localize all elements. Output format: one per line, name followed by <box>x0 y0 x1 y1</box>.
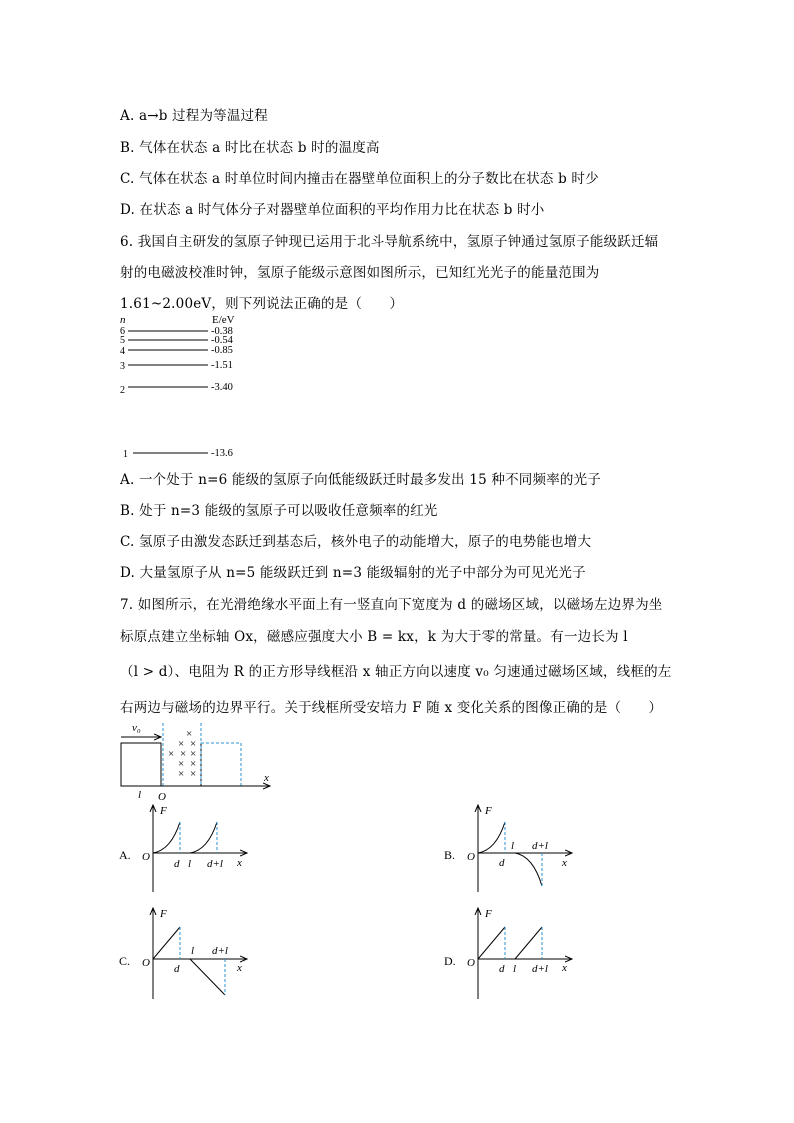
svg-text:d+l: d+l <box>532 840 548 852</box>
origin-label: O <box>158 791 166 802</box>
svg-text:l: l <box>511 840 515 852</box>
svg-text:×: × <box>190 738 197 750</box>
svg-text:x: x <box>237 962 242 974</box>
svg-text:×: × <box>180 748 187 760</box>
svg-text:×: × <box>178 768 185 780</box>
svg-text:2: 2 <box>120 385 125 396</box>
level-3 <box>120 360 233 372</box>
graph-d <box>440 903 590 1003</box>
q7-stem-line1: 7. 如图所示，在光滑绝缘水平面上有一竖直向下宽度为 d 的磁场区域，以磁场左边界为坐 <box>120 597 663 613</box>
q6-option-a: A. 一个处于 n=6 能级的氢原子向低能级跃迁时最多发出 15 种不同频率的光子 <box>120 472 601 488</box>
svg-text:O: O <box>142 851 150 863</box>
q5-option-c: C. 气体在状态 a 时单位时间内撞击在器壁单位面积上的分子数比在状态 b 时少 <box>120 171 599 187</box>
svg-text:×: × <box>186 728 193 740</box>
n-header: n <box>120 314 126 326</box>
svg-text:F: F <box>160 908 167 920</box>
svg-text:-13.6: -13.6 <box>211 448 233 459</box>
svg-text:-3.40: -3.40 <box>211 382 233 393</box>
svg-text:×: × <box>178 758 185 770</box>
svg-text:×: × <box>190 748 197 760</box>
svg-text:d: d <box>174 963 180 975</box>
level-1 <box>123 448 233 460</box>
frame-final-position <box>201 743 241 786</box>
q7-stem-line4: 右两边与磁场的边界平行。关于线框所受安培力 F 随 x 变化关系的图像正确的是（ ） <box>120 700 663 716</box>
level-4 <box>120 345 233 357</box>
graph-a <box>115 800 265 895</box>
svg-text:d+l: d+l <box>207 858 223 870</box>
option-a-label: A. <box>119 848 131 862</box>
svg-text:-0.38: -0.38 <box>211 326 233 337</box>
svg-text:O: O <box>467 851 475 863</box>
q5-option-b: B. 气体在状态 a 时比在状态 b 时的温度高 <box>120 140 380 156</box>
svg-text:F: F <box>485 805 492 817</box>
svg-text:×: × <box>178 738 185 750</box>
e-header: E/eV <box>212 314 235 326</box>
svg-text:3: 3 <box>120 361 125 372</box>
graph-b <box>440 800 590 895</box>
svg-text:l: l <box>188 858 192 870</box>
option-b-label: B. <box>444 848 456 862</box>
l-label: l <box>138 789 142 801</box>
svg-text:6: 6 <box>120 326 125 337</box>
svg-text:×: × <box>168 748 175 760</box>
svg-text:F: F <box>485 908 492 920</box>
svg-text:-0.85: -0.85 <box>211 345 233 356</box>
svg-text:x: x <box>562 857 567 869</box>
svg-text:d: d <box>499 963 505 975</box>
q6-option-d: D. 大量氢原子从 n=5 能级跃迁到 n=3 能级辐射的光子中部分为可见光光子 <box>120 565 586 581</box>
q7-setup-figure <box>115 720 280 802</box>
q6-option-b: B. 处于 n=3 能级的氢原子可以吸收任意频率的红光 <box>120 503 438 519</box>
v0-label: v₀ <box>132 722 141 734</box>
svg-text:-1.51: -1.51 <box>211 360 233 371</box>
energy-level-diagram <box>115 312 275 460</box>
q5-option-d: D. 在状态 a 时气体分子对器壁单位面积的平均作用力比在状态 b 时小 <box>120 202 545 218</box>
svg-text:d+l: d+l <box>532 963 548 975</box>
option-c-label: C. <box>119 954 131 968</box>
svg-text:5: 5 <box>120 335 125 346</box>
option-d-label: D. <box>444 954 456 968</box>
svg-text:d: d <box>174 858 180 870</box>
svg-text:l: l <box>191 945 195 957</box>
magnetic-field-crosses <box>168 728 196 780</box>
svg-text:×: × <box>190 768 197 780</box>
wire-frame <box>121 743 161 786</box>
svg-text:×: × <box>190 758 197 770</box>
q6-stem-line2: 射的电磁波校准时钟，氢原子能级示意图如图所示，已知红光光子的能量范围为 <box>120 265 600 281</box>
level-2 <box>120 382 233 396</box>
svg-text:-0.54: -0.54 <box>211 335 233 346</box>
svg-text:l: l <box>513 963 517 975</box>
svg-text:x: x <box>562 962 567 974</box>
q5-option-a: A. a→b 过程为等温过程 <box>120 108 268 124</box>
q6-stem-line3: 1.61~2.00eV，则下列说法正确的是（ ） <box>120 296 404 312</box>
svg-text:d+l: d+l <box>212 945 228 957</box>
svg-text:O: O <box>467 957 475 969</box>
svg-text:1: 1 <box>123 449 128 460</box>
svg-text:F: F <box>160 805 167 817</box>
q7-stem-line3: （l > d）、电阻为 R 的正方形导线框沿 x 轴正方向以速度 v₀ 匀速通过磁场区域，线框的左 <box>120 664 672 680</box>
q6-option-c: C. 氢原子由激发态跃迁到基态后，核外电子的动能增大，原子的电势能也增大 <box>120 534 592 550</box>
q7-stem-line2: 标原点建立坐标轴 Ox，磁感应强度大小 B = kx，k 为大于零的常量。有一边长为 l <box>120 629 628 645</box>
graph-c <box>115 903 265 1003</box>
svg-text:4: 4 <box>120 346 125 357</box>
q6-stem-line1: 6. 我国自主研发的氢原子钟现已运用于北斗导航系统中，氢原子钟通过氢原子能级跃迁辐 <box>120 234 659 250</box>
svg-text:x: x <box>237 857 242 869</box>
svg-text:d: d <box>499 857 505 869</box>
svg-text:O: O <box>142 957 150 969</box>
svg-text:x: x <box>264 772 269 784</box>
